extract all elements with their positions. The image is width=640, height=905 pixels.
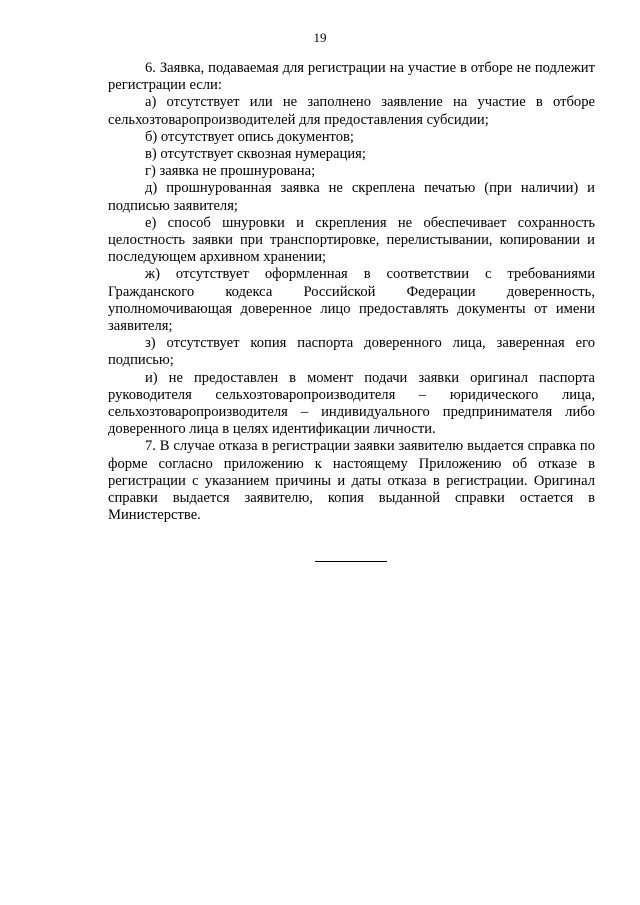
paragraph-6d: д) прошнурованная заявка не скреплена печатью (при наличии) и подписью заявителя;: [108, 180, 595, 214]
paragraph-6i: и) не предоставлен в момент подачи заявки оригинал паспорта руководителя сельхозтоваропроизводителя – юридического лица, сельхозтоваропроизводителя – индивидуального предпринимателя либо доверенного лица в целях идентификации личности.: [108, 369, 595, 438]
paragraph-7: 7. В случае отказа в регистрации заявки заявителю выдается справка по форме согласно приложению к настоящему Приложению об отказе в регистрации с указанием причины и даты отказа в регистрации. Оригинал справки выдается заявителю, копия выданной справки остается в Министерстве.: [108, 438, 595, 524]
paragraph-6zh: ж) отсутствует оформленная в соответствии с требованиями Гражданского кодекса Российской Федерации доверенность, уполномочивающая доверенное лицо предоставлять документы от имени заявителя;: [108, 266, 595, 335]
paragraph-6z: з) отсутствует копия паспорта доверенного лица, заверенная его подписью;: [108, 335, 595, 369]
page-number: 19: [313, 30, 327, 45]
paragraph-6e: е) способ шнуровки и скрепления не обеспечивает сохранность целостность заявки при транспортировке, перелистывании, копировании и последующем архивном хранении;: [108, 214, 595, 266]
paragraph-6g: г) заявка не прошнурована;: [145, 163, 316, 180]
end-separator-line: [315, 561, 387, 562]
paragraph-6v: в) отсутствует сквозная нумерация;: [145, 146, 366, 163]
document-body: [108, 60, 595, 524]
paragraph-6: 6. Заявка, подаваемая для регистрации на участие в отборе не подлежит регистрации если:: [108, 60, 595, 94]
paragraph-6b: б) отсутствует опись документов;: [145, 128, 354, 145]
paragraph-6a: а) отсутствует или не заполнено заявление на участие в отборе сельхозтоваропроизводителей для предоставления субсидии;: [108, 94, 595, 128]
